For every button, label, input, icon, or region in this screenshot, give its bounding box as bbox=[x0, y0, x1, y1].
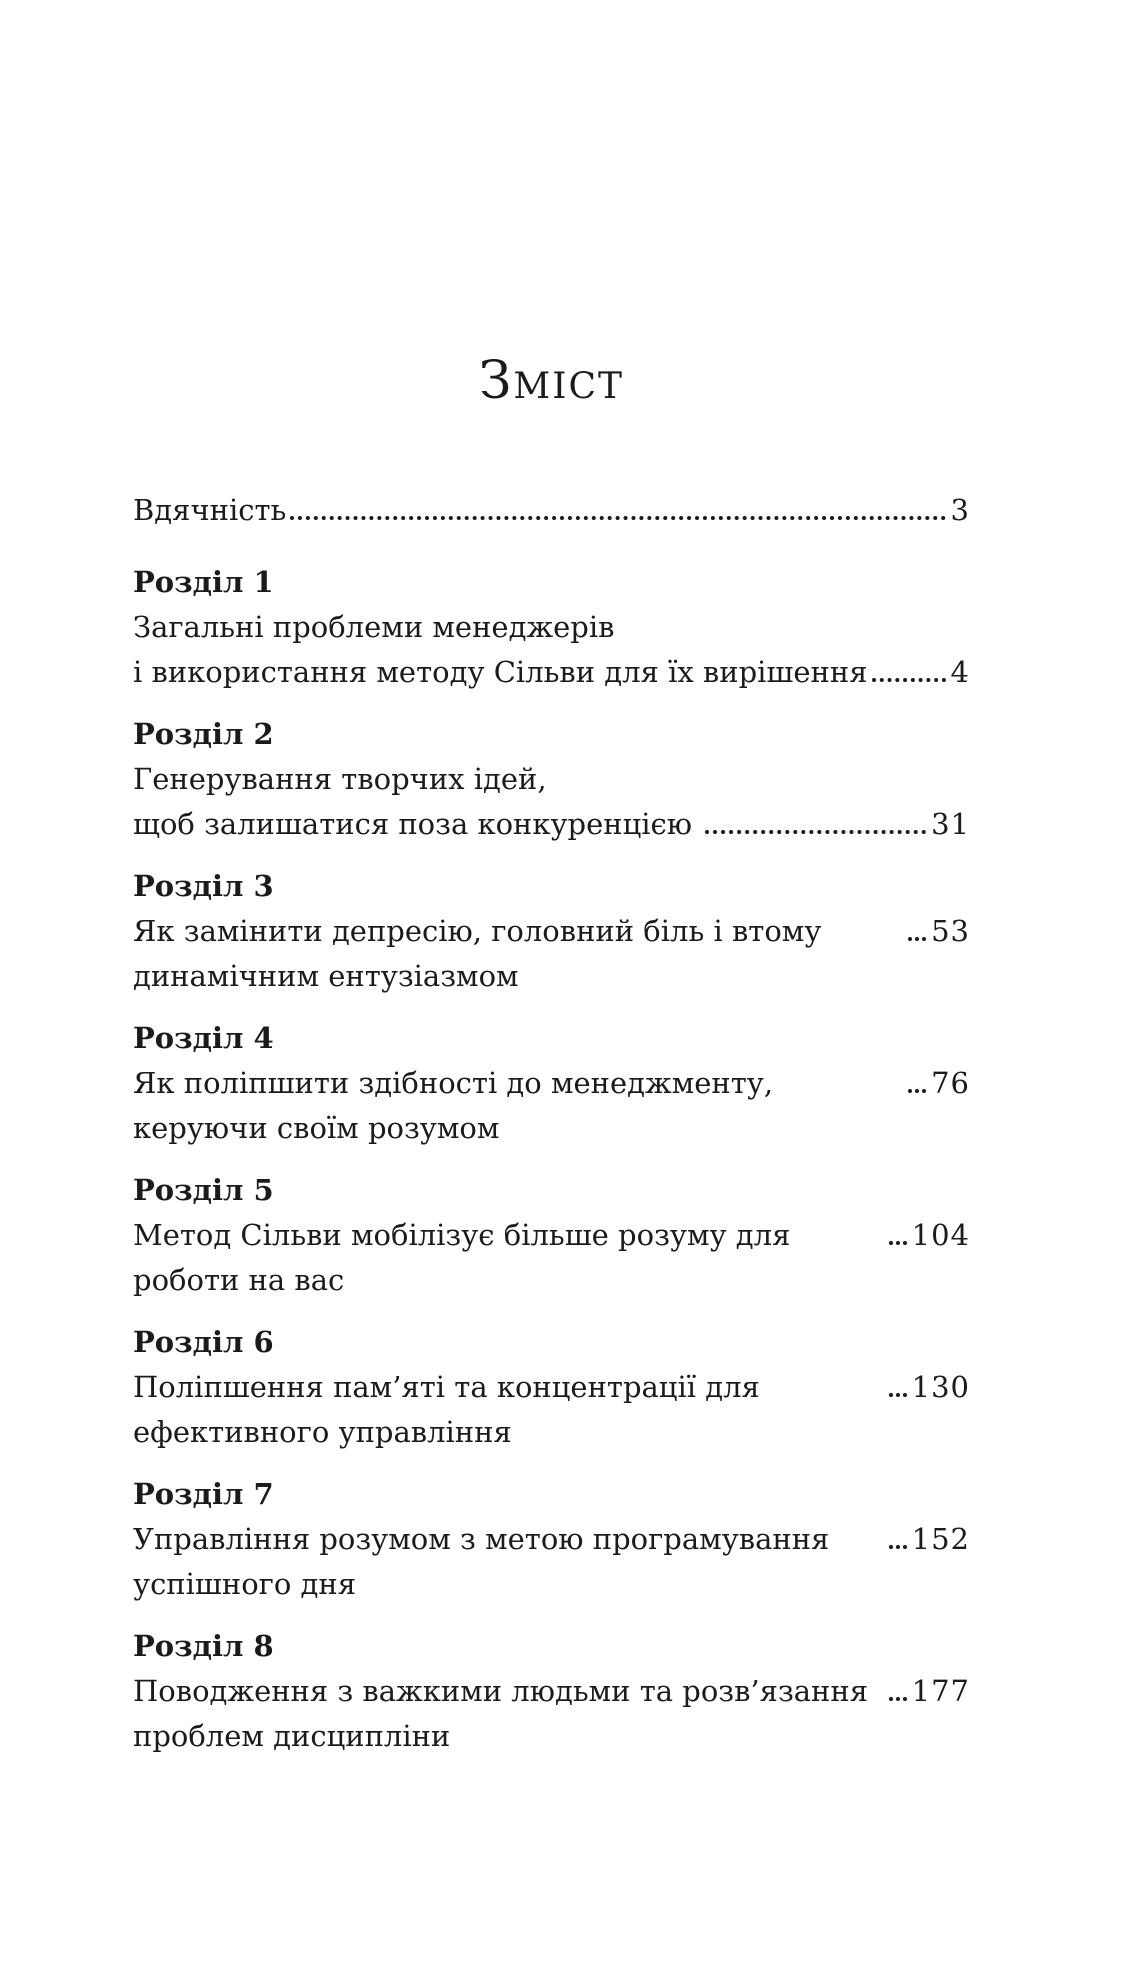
chapter-heading: Розділ 4 bbox=[133, 1021, 274, 1055]
toc-entry bbox=[133, 711, 970, 847]
page-number: 177 bbox=[911, 1674, 970, 1708]
chapter-heading: Розділ 2 bbox=[133, 717, 274, 751]
dot-leader bbox=[908, 937, 926, 941]
chapter-title-text: Управління розумом з метою програмування успішного дня bbox=[133, 1522, 839, 1601]
toc-entry bbox=[133, 1167, 970, 1303]
dot-leader bbox=[872, 678, 946, 682]
chapter-heading: Розділ 6 bbox=[133, 1325, 274, 1359]
chapter-title-row bbox=[133, 1365, 970, 1455]
page-number: 3 bbox=[950, 493, 970, 527]
chapter-heading: Розділ 1 bbox=[133, 565, 274, 599]
chapter-title-row bbox=[133, 488, 970, 533]
dot-leader bbox=[290, 516, 945, 520]
chapter-title-line: Генерування творчих ідей, bbox=[133, 762, 547, 796]
chapter-title-row bbox=[133, 1061, 970, 1151]
book-page bbox=[0, 352, 1142, 1967]
chapter-title-row bbox=[133, 650, 970, 695]
toc-list bbox=[133, 488, 970, 1759]
chapter-title-text: Поводження з важкими людьми та розв’язання проблем дисципліни bbox=[133, 1674, 878, 1753]
chapter-title-row bbox=[133, 1213, 970, 1303]
toc-entry bbox=[133, 1623, 970, 1759]
dot-leader bbox=[908, 1089, 926, 1093]
page-number: 152 bbox=[911, 1522, 970, 1556]
page-number: 130 bbox=[911, 1370, 970, 1404]
chapter-title-text: Як поліпшити здібності до менеджменту, керуючи своїм розумом bbox=[133, 1066, 783, 1145]
chapter-title-row bbox=[133, 1669, 970, 1759]
toc-entry bbox=[133, 488, 970, 533]
dot-leader bbox=[889, 1545, 907, 1549]
page-number: 104 bbox=[911, 1218, 970, 1252]
chapter-heading: Розділ 8 bbox=[133, 1629, 274, 1663]
page-number: 31 bbox=[931, 807, 970, 841]
toc-entry bbox=[133, 1015, 970, 1151]
page-number: 53 bbox=[931, 914, 970, 948]
chapter-title-row bbox=[133, 802, 970, 847]
chapter-title-text: Як замінити депресію, головний біль і втому динамічним ентузіазмом bbox=[133, 914, 831, 993]
page-content bbox=[133, 352, 970, 1759]
dot-leader bbox=[889, 1393, 907, 1397]
chapter-title-text: і використання методу Сільви для їх вирішення bbox=[133, 655, 868, 689]
chapter-heading: Розділ 5 bbox=[133, 1173, 274, 1207]
toc-entry bbox=[133, 1319, 970, 1455]
page-number: 4 bbox=[950, 655, 970, 689]
chapter-title-text: Вдячність bbox=[133, 493, 287, 527]
dot-leader bbox=[889, 1697, 907, 1701]
dot-leader bbox=[705, 830, 926, 834]
toc-entry bbox=[133, 1471, 970, 1607]
toc-entry bbox=[133, 863, 970, 999]
chapter-title-row bbox=[133, 1517, 970, 1607]
chapter-heading: Розділ 3 bbox=[133, 869, 274, 903]
page-title: Зміст bbox=[478, 351, 625, 411]
chapter-title-text: Метод Сільви мобілізує більше розуму для роботи на вас bbox=[133, 1218, 800, 1297]
toc-entry bbox=[133, 559, 970, 695]
chapter-heading: Розділ 7 bbox=[133, 1477, 274, 1511]
dot-leader bbox=[889, 1241, 907, 1245]
chapter-title-row bbox=[133, 909, 970, 999]
chapter-title-text: Поліпшення пам’яті та концентрації для ефективного управління bbox=[133, 1370, 770, 1449]
chapter-title-text: щоб залишатися поза конкуренцією bbox=[133, 807, 702, 841]
chapter-title-line: Загальні проблеми менеджерів bbox=[133, 610, 615, 644]
page-number: 76 bbox=[931, 1066, 970, 1100]
